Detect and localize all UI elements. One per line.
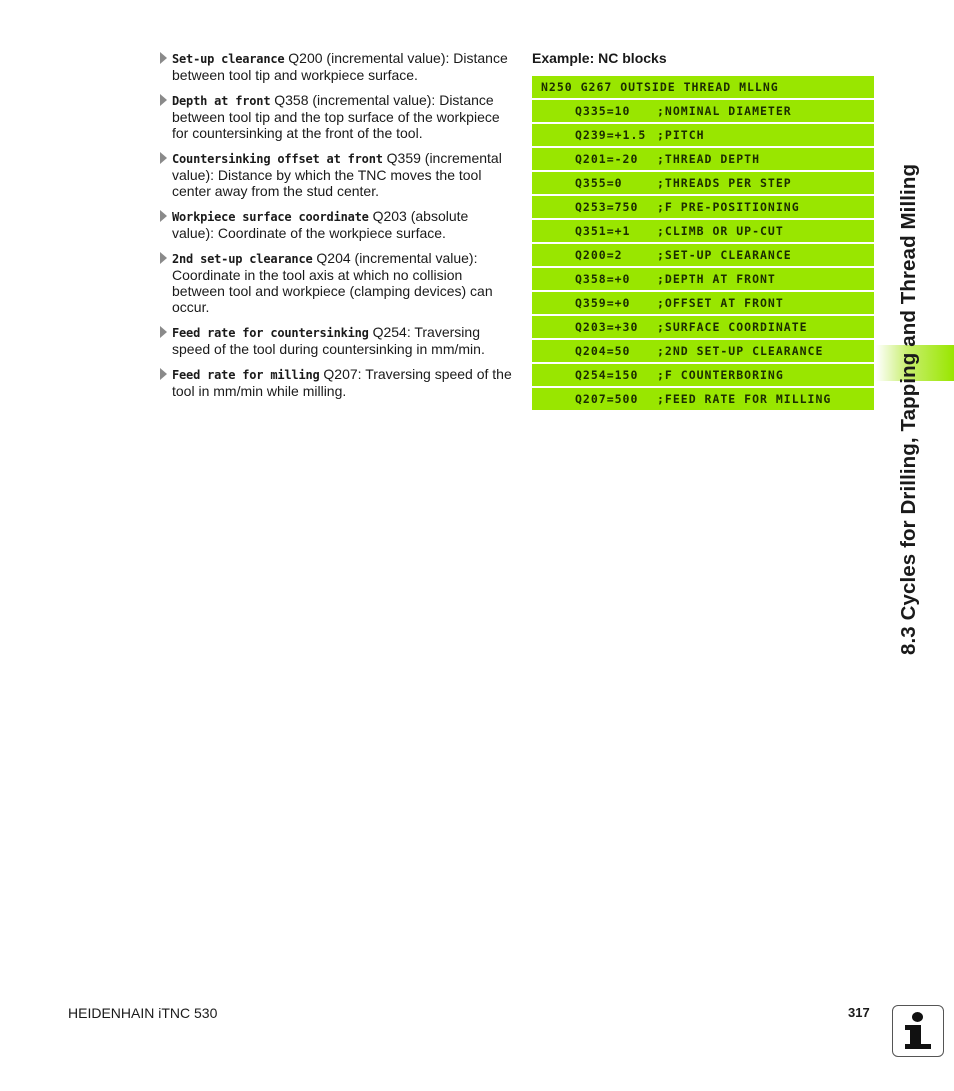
nc-param: Q335=10 [575, 104, 631, 118]
nc-row [532, 340, 874, 362]
param-desc: Q204 (incremental value): Coordinate in the tool axis at which no collision between tool and workpiece (clamping devices) can occur. [172, 250, 493, 315]
nc-row [532, 364, 874, 386]
footer-product: HEIDENHAIN iTNC 530 [68, 1005, 218, 1021]
nc-row [532, 268, 874, 290]
param-item [158, 324, 513, 357]
param-item [158, 92, 513, 141]
nc-param: Q253=750 [575, 200, 639, 214]
param-item [158, 208, 513, 241]
nc-row [532, 316, 874, 338]
nc-row [532, 148, 874, 170]
info-serif-bottom [905, 1044, 931, 1049]
info-icon [892, 1005, 944, 1057]
nc-comment: ;THREAD DEPTH [657, 152, 761, 166]
nc-comment: ;2ND SET-UP CLEARANCE [657, 344, 824, 358]
param-desc: Q203 (absolute value): Coordinate of the workpiece surface. [172, 208, 469, 241]
nc-param: Q358=+0 [575, 272, 631, 286]
param-desc: Q254: Traversing speed of the tool during countersinking in mm/min. [172, 324, 485, 357]
nc-comment: ;THREADS PER STEP [657, 176, 792, 190]
section-side-title: 8.3 Cycles for Drilling, Tapping and Thread Milling [897, 163, 920, 655]
param-item [158, 150, 513, 199]
param-item [158, 50, 513, 83]
param-name: Countersinking offset at front [172, 152, 383, 166]
nc-row [532, 100, 874, 122]
nc-row [532, 196, 874, 218]
info-dot [912, 1012, 923, 1022]
param-name: Workpiece surface coordinate [172, 210, 369, 224]
nc-param: Q204=50 [575, 344, 631, 358]
nc-row [532, 388, 874, 410]
nc-row [532, 292, 874, 314]
nc-comment: ;NOMINAL DIAMETER [657, 104, 792, 118]
param-name: Depth at front [172, 94, 271, 108]
page-number: 317 [848, 1005, 870, 1020]
triangle-bullet-icon [160, 252, 167, 264]
param-name: Set-up clearance [172, 52, 285, 66]
nc-comment: ;DEPTH AT FRONT [657, 272, 776, 286]
nc-param: Q359=+0 [575, 296, 631, 310]
nc-param: Q254=150 [575, 368, 639, 382]
nc-comment: ;SET-UP CLEARANCE [657, 248, 792, 262]
param-item [158, 250, 513, 315]
nc-comment: ;PITCH [657, 128, 705, 142]
nc-comment: ;F PRE-POSITIONING [657, 200, 800, 214]
nc-row [532, 244, 874, 266]
nc-param: Q203=+30 [575, 320, 639, 334]
nc-comment: ;F COUNTERBORING [657, 368, 784, 382]
param-item [158, 366, 513, 399]
triangle-bullet-icon [160, 368, 167, 380]
nc-row [532, 124, 874, 146]
triangle-bullet-icon [160, 94, 167, 106]
triangle-bullet-icon [160, 152, 167, 164]
param-desc: Q200 (incremental value): Distance between tool tip and workpiece surface. [172, 50, 508, 83]
nc-param: Q200=2 [575, 248, 623, 262]
nc-param: Q355=0 [575, 176, 623, 190]
nc-comment: ;CLIMB OR UP-CUT [657, 224, 784, 238]
nc-header-row: N250 G267 OUTSIDE THREAD MLLNG [532, 76, 874, 98]
param-name: Feed rate for milling [172, 368, 320, 382]
nc-comment: ;FEED RATE FOR MILLING [657, 392, 832, 406]
nc-param: Q207=500 [575, 392, 639, 406]
nc-block-list [532, 76, 874, 412]
param-desc: Q207: Traversing speed of the tool in mm/min while milling. [172, 366, 512, 399]
triangle-bullet-icon [160, 210, 167, 222]
nc-comment: ;SURFACE COORDINATE [657, 320, 808, 334]
parameter-list [158, 50, 513, 408]
param-desc: Q358 (incremental value): Distance between tool tip and the top surface of the workpiece for countersinking at the front of the tool. [172, 92, 500, 141]
param-name: Feed rate for countersinking [172, 326, 369, 340]
nc-row [532, 172, 874, 194]
nc-comment: ;OFFSET AT FRONT [657, 296, 784, 310]
param-desc: Q359 (incremental value): Distance by which the TNC moves the tool center away from the stud center. [172, 150, 502, 199]
param-name: 2nd set-up clearance [172, 252, 313, 266]
nc-param: Q351=+1 [575, 224, 631, 238]
nc-row [532, 220, 874, 242]
triangle-bullet-icon [160, 326, 167, 338]
nc-param: Q201=-20 [575, 152, 639, 166]
example-title: Example: NC blocks [532, 50, 667, 66]
nc-param: Q239=+1.5 [575, 128, 647, 142]
triangle-bullet-icon [160, 52, 167, 64]
